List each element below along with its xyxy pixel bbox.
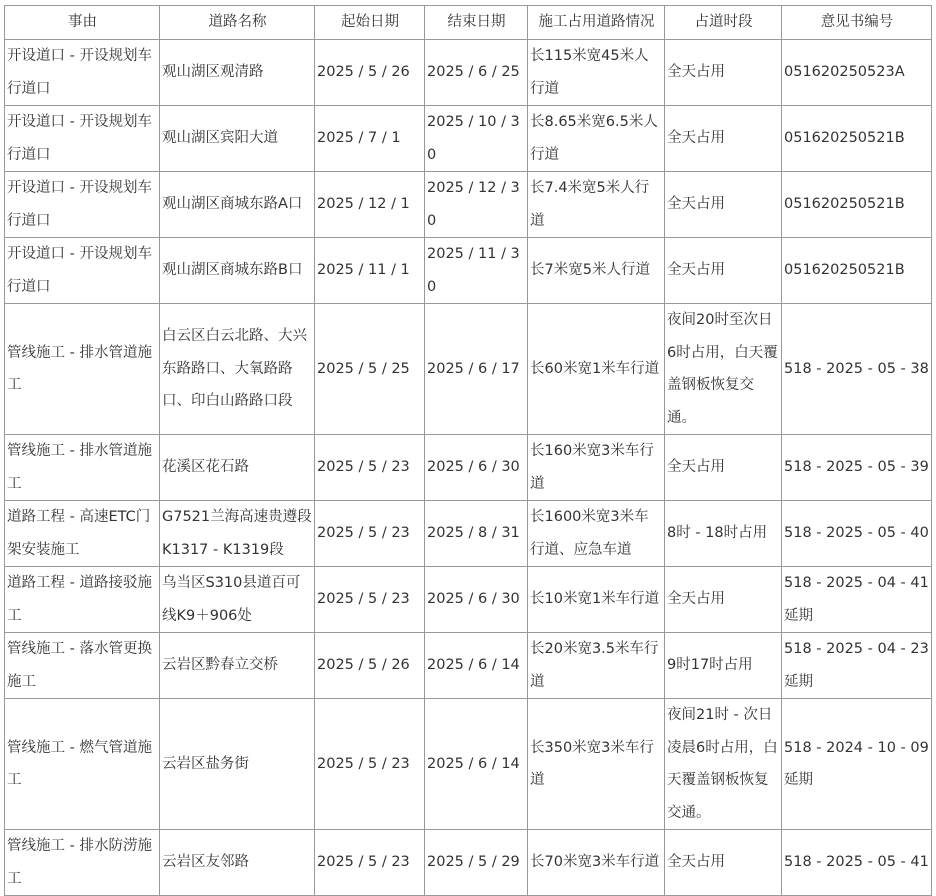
cell-opinion-number: 518 - 2025 - 04 - 23延期	[782, 633, 932, 699]
cell-time-period: 全天占用	[665, 172, 782, 238]
cell-time-period: 9时17时占用	[665, 633, 782, 699]
header-reason: 事由	[5, 6, 160, 40]
header-opinion-number: 意见书编号	[782, 6, 932, 40]
cell-opinion-number: 051620250521B	[782, 172, 932, 238]
cell-reason: 开设道口 - 开设规划车行道口	[5, 238, 160, 304]
cell-reason: 道路工程 - 高速ETC门架安装施工	[5, 501, 160, 567]
cell-reason: 开设道口 - 开设规划车行道口	[5, 106, 160, 172]
cell-road-name: 观山湖区商城东路A口	[160, 172, 315, 238]
cell-end-date: 2025 / 10 / 30	[425, 106, 528, 172]
cell-start-date: 2025 / 7 / 1	[315, 106, 425, 172]
cell-reason: 管线施工 - 排水管道施工	[5, 435, 160, 501]
header-row	[5, 6, 932, 40]
cell-start-date: 2025 / 5 / 25	[315, 304, 425, 435]
cell-opinion-number: 518 - 2025 - 05 - 39	[782, 435, 932, 501]
cell-opinion-number: 051620250521B	[782, 238, 932, 304]
cell-occupation: 长350米宽3米车行道	[528, 699, 665, 830]
cell-occupation: 长60米宽1米车行道	[528, 304, 665, 435]
cell-reason: 管线施工 - 落水管更换施工	[5, 633, 160, 699]
header-time-period: 占道时段	[665, 6, 782, 40]
cell-start-date: 2025 / 5 / 23	[315, 435, 425, 501]
cell-road-name: 观山湖区宾阳大道	[160, 106, 315, 172]
cell-road-name: 观山湖区观清路	[160, 40, 315, 106]
table-row	[5, 106, 932, 172]
table-row	[5, 40, 932, 106]
cell-opinion-number: 051620250523A	[782, 40, 932, 106]
cell-end-date: 2025 / 6 / 14	[425, 699, 528, 830]
cell-reason: 开设道口 - 开设规划车行道口	[5, 172, 160, 238]
cell-occupation: 长8.65米宽6.5米人行道	[528, 106, 665, 172]
table-row	[5, 699, 932, 830]
cell-start-date: 2025 / 5 / 26	[315, 633, 425, 699]
cell-time-period: 夜间20时至次日6时占用，白天覆盖钢板恢复交通。	[665, 304, 782, 435]
cell-end-date: 2025 / 5 / 29	[425, 830, 528, 896]
cell-road-name: 花溪区花石路	[160, 435, 315, 501]
cell-occupation: 长70米宽3米车行道	[528, 830, 665, 896]
cell-time-period: 8时 - 18时占用	[665, 501, 782, 567]
cell-road-name: 白云区白云北路、大兴东路路口、大氧路路口、印白山路路口段	[160, 304, 315, 435]
cell-time-period: 全天占用	[665, 567, 782, 633]
cell-reason: 管线施工 - 排水管道施工	[5, 304, 160, 435]
cell-end-date: 2025 / 11 / 30	[425, 238, 528, 304]
table-row	[5, 501, 932, 567]
table-header	[5, 6, 932, 40]
cell-occupation: 长10米宽1米车行道	[528, 567, 665, 633]
cell-end-date: 2025 / 6 / 25	[425, 40, 528, 106]
cell-time-period: 全天占用	[665, 238, 782, 304]
cell-start-date: 2025 / 12 / 1	[315, 172, 425, 238]
cell-road-name: 云岩区友邻路	[160, 830, 315, 896]
cell-road-name: 乌当区S310县道百可线K9＋906处	[160, 567, 315, 633]
cell-road-name: 云岩区盐务街	[160, 699, 315, 830]
cell-start-date: 2025 / 5 / 23	[315, 830, 425, 896]
header-end-date: 结束日期	[425, 6, 528, 40]
cell-occupation: 长1600米宽3米车行道、应急车道	[528, 501, 665, 567]
cell-road-name: G7521兰海高速贵遵段K1317 - K1319段	[160, 501, 315, 567]
cell-end-date: 2025 / 12 / 30	[425, 172, 528, 238]
cell-start-date: 2025 / 5 / 23	[315, 567, 425, 633]
cell-end-date: 2025 / 6 / 30	[425, 567, 528, 633]
cell-occupation: 长7.4米宽5米人行道	[528, 172, 665, 238]
cell-end-date: 2025 / 6 / 17	[425, 304, 528, 435]
cell-opinion-number: 518 - 2024 - 10 - 09延期	[782, 699, 932, 830]
cell-time-period: 夜间21时 - 次日凌晨6时占用，白天覆盖钢板恢复交通。	[665, 699, 782, 830]
cell-time-period: 全天占用	[665, 830, 782, 896]
table-body	[5, 40, 932, 896]
cell-start-date: 2025 / 5 / 23	[315, 699, 425, 830]
cell-occupation: 长7米宽5米人行道	[528, 238, 665, 304]
cell-start-date: 2025 / 5 / 23	[315, 501, 425, 567]
cell-end-date: 2025 / 6 / 30	[425, 435, 528, 501]
cell-opinion-number: 518 - 2025 - 05 - 41	[782, 830, 932, 896]
cell-reason: 道路工程 - 道路接驳施工	[5, 567, 160, 633]
table-row	[5, 172, 932, 238]
cell-road-name: 观山湖区商城东路B口	[160, 238, 315, 304]
cell-occupation: 长160米宽3米车行道	[528, 435, 665, 501]
header-start-date: 起始日期	[315, 6, 425, 40]
cell-road-name: 云岩区黔春立交桥	[160, 633, 315, 699]
cell-end-date: 2025 / 8 / 31	[425, 501, 528, 567]
cell-reason: 开设道口 - 开设规划车行道口	[5, 40, 160, 106]
header-road-name: 道路名称	[160, 6, 315, 40]
cell-opinion-number: 051620250521B	[782, 106, 932, 172]
cell-opinion-number: 518 - 2025 - 05 - 38	[782, 304, 932, 435]
cell-opinion-number: 518 - 2025 - 04 - 41延期	[782, 567, 932, 633]
table-row	[5, 304, 932, 435]
table-row	[5, 238, 932, 304]
road-occupation-table	[4, 5, 932, 896]
table-row	[5, 435, 932, 501]
table-row	[5, 633, 932, 699]
table-row	[5, 567, 932, 633]
table-row	[5, 830, 932, 896]
cell-occupation: 长115米宽45米人行道	[528, 40, 665, 106]
cell-opinion-number: 518 - 2025 - 05 - 40	[782, 501, 932, 567]
cell-time-period: 全天占用	[665, 106, 782, 172]
header-occupation: 施工占用道路情况	[528, 6, 665, 40]
cell-time-period: 全天占用	[665, 435, 782, 501]
cell-start-date: 2025 / 11 / 1	[315, 238, 425, 304]
cell-occupation: 长20米宽3.5米车行道	[528, 633, 665, 699]
cell-reason: 管线施工 - 燃气管道施工	[5, 699, 160, 830]
cell-time-period: 全天占用	[665, 40, 782, 106]
cell-reason: 管线施工 - 排水防涝施工	[5, 830, 160, 896]
cell-start-date: 2025 / 5 / 26	[315, 40, 425, 106]
cell-end-date: 2025 / 6 / 14	[425, 633, 528, 699]
